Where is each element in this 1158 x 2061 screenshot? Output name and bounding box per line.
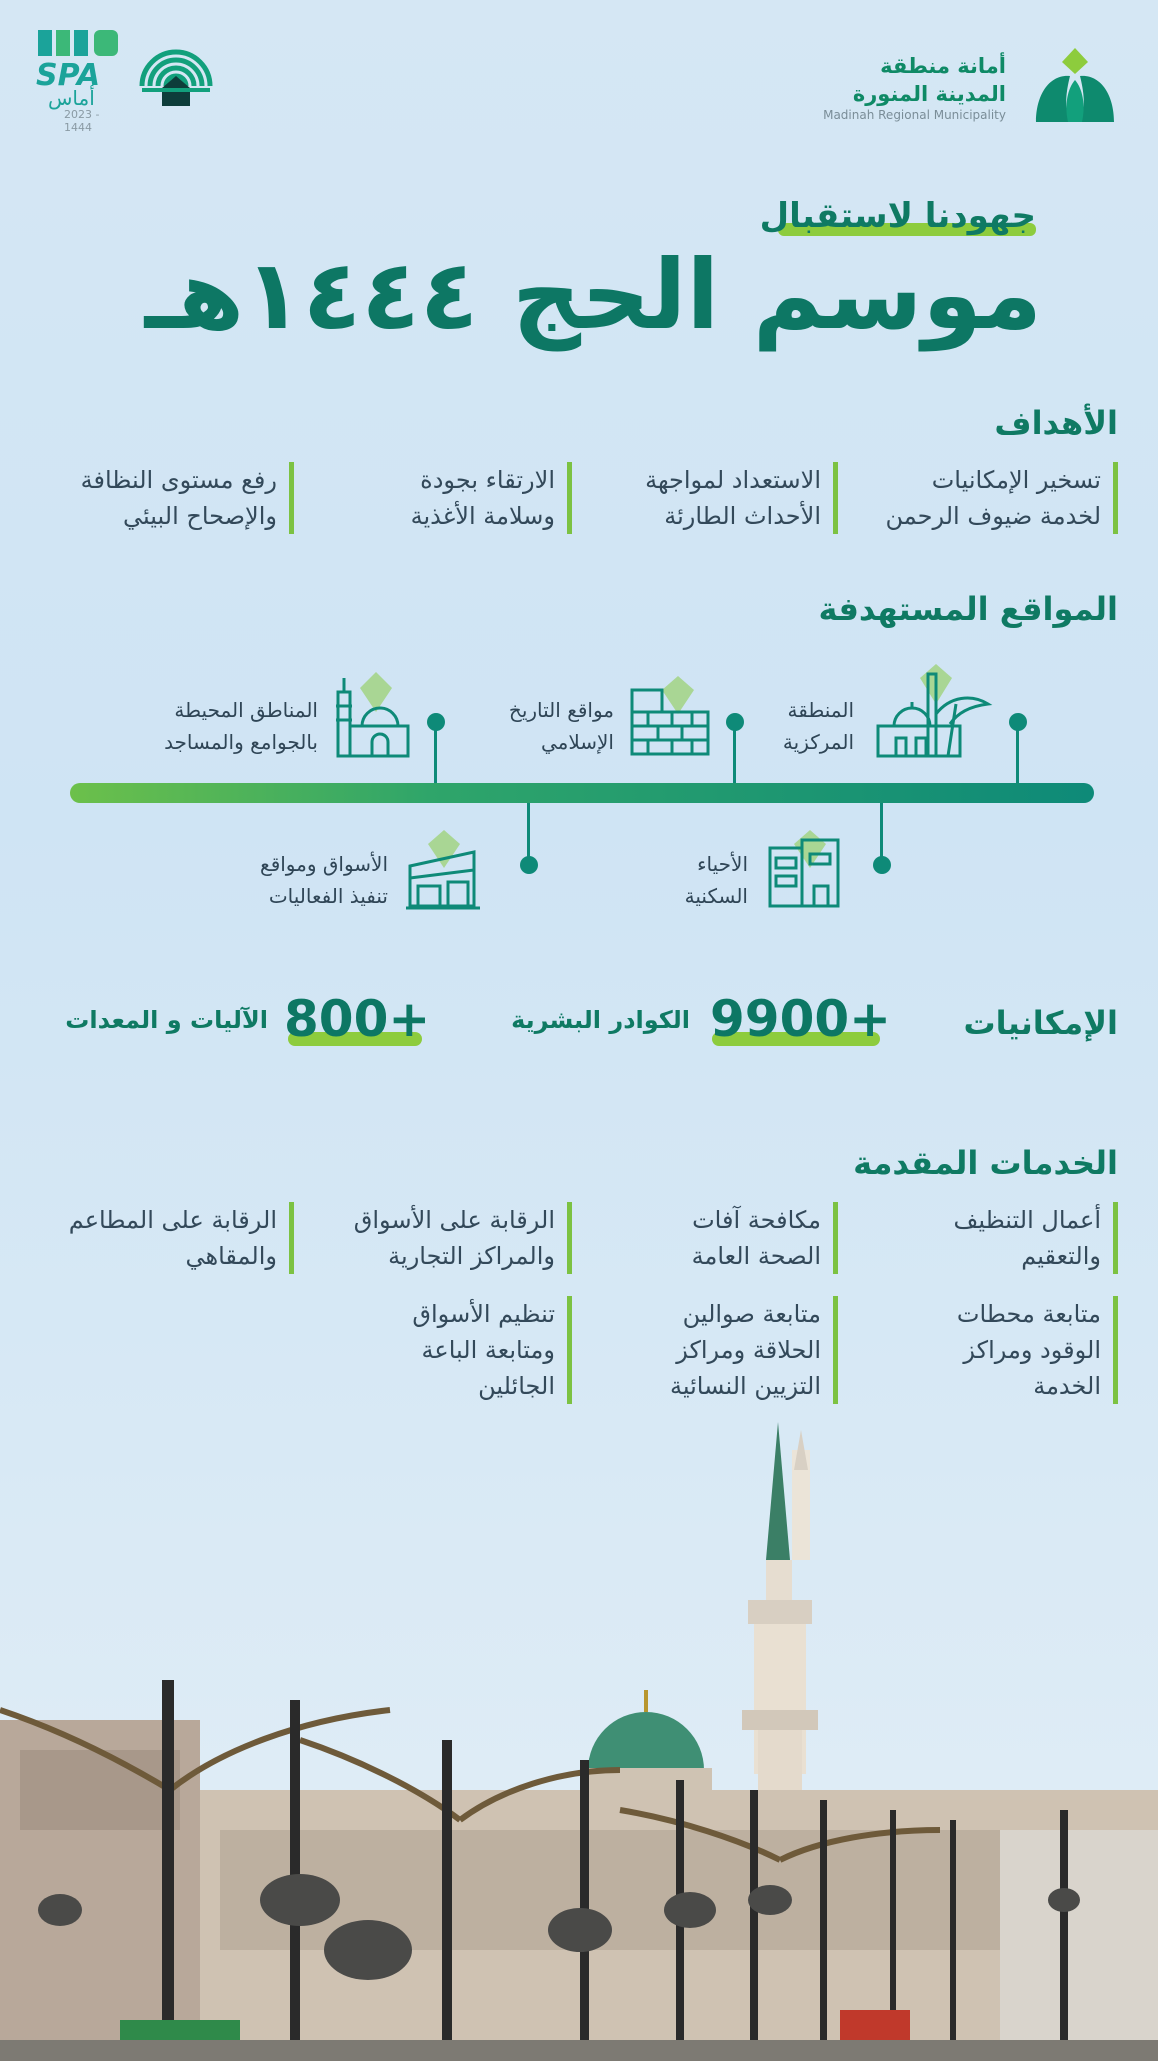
site-label-central: [783, 694, 854, 758]
municipality-name-line2: المدينة المنورة: [852, 82, 1006, 106]
service-item-line: تنظيم الأسواق: [412, 1300, 555, 1328]
service-item-line: الخدمة: [1033, 1372, 1101, 1400]
site-label-historical: [509, 694, 614, 758]
service-item-line: الوقود ومراكز: [963, 1336, 1101, 1364]
spa-logo: [34, 28, 124, 134]
site-label-markets: [260, 848, 388, 912]
service-item-line: الرقابة على الأسواق: [353, 1206, 555, 1234]
brick-wall-icon: [628, 676, 712, 762]
capabilities-title: الإمكانيات: [963, 1004, 1118, 1042]
mosque-icon: [872, 664, 994, 764]
municipality-logo: [1030, 44, 1120, 128]
service-item-line: والمراكز التجارية: [388, 1242, 555, 1270]
staff-label: الكوادر البشرية: [511, 1006, 690, 1034]
service-item-line: والتعقيم: [1021, 1242, 1101, 1270]
hajj-emblem: [136, 46, 216, 118]
goals-title: الأهداف: [994, 404, 1118, 442]
residential-building-icon: [764, 830, 844, 914]
timeline-stem: [1016, 722, 1019, 784]
title-kicker: جهودنا لاستقبال: [759, 196, 1036, 236]
kaaba-arcs-icon: [136, 46, 216, 118]
service-item-line: الرقابة على المطاعم: [68, 1206, 277, 1234]
service-item-line: ومتابعة الباعة: [421, 1336, 555, 1364]
equipment-label: الآليات و المعدات: [65, 1006, 268, 1034]
equipment-number: 800+: [284, 990, 431, 1048]
site-label-line2: بالجوامع والمساجد: [164, 730, 318, 754]
spa-logo-text: SPA: [36, 58, 101, 93]
municipality-name-line1: أمانة منطقة: [880, 54, 1006, 78]
service-item-line: الحلاقة ومراكز: [676, 1336, 821, 1364]
service-item: [69, 1202, 294, 1274]
goal-item-line1: تسخير الإمكانيات: [931, 466, 1101, 494]
goal-item-line1: الارتقاء بجودة: [420, 466, 555, 494]
service-item-line: مكافحة آفات: [692, 1206, 821, 1234]
site-label-line1: مواقع التاريخ: [508, 698, 614, 722]
service-item: [957, 1296, 1118, 1404]
spa-emblem-icon: [34, 28, 124, 62]
spa-logo-years: 2023 - 1444: [64, 108, 100, 134]
service-item: [670, 1296, 838, 1404]
timeline-stem: [880, 800, 883, 864]
service-item-line: متابعة صوالين: [682, 1300, 821, 1328]
municipality-name-en: Madinah Regional Municipality: [823, 108, 1006, 122]
mosque-plaza-photo: [0, 1410, 1158, 2061]
services-title: الخدمات المقدمة: [853, 1144, 1118, 1182]
service-item-line: التزيين النسائية: [669, 1372, 821, 1400]
site-label-surrounding: [164, 694, 318, 758]
site-label-line1: المنطقة: [787, 698, 854, 722]
site-label-line1: الأحياء: [697, 852, 748, 876]
service-item: [412, 1296, 572, 1404]
service-item: [354, 1202, 572, 1274]
timeline-dot: [873, 856, 891, 874]
site-label-line2: السكنية: [684, 884, 748, 908]
goal-item: [645, 462, 838, 534]
service-item-line: أعمال التنظيف: [953, 1206, 1101, 1234]
service-item: [954, 1202, 1118, 1274]
service-item: [692, 1202, 838, 1274]
goal-item-line1: رفع مستوى النظافة: [80, 466, 277, 494]
minaret-mosque-icon: [332, 672, 412, 764]
service-item-line: الصحة العامة: [691, 1242, 821, 1270]
timeline-stem: [434, 722, 437, 784]
goal-item-line2: الأحداث الطارئة: [664, 502, 821, 530]
site-label-line2: المركزية: [782, 730, 854, 754]
main-title: موسم الحج ١٤٤٤هـ: [144, 239, 1042, 351]
market-building-icon: [404, 830, 484, 914]
service-item-line: متابعة محطات: [956, 1300, 1101, 1328]
goal-item: [81, 462, 294, 534]
palm-leaf-logo-icon: [1030, 44, 1120, 128]
timeline-dot: [520, 856, 538, 874]
site-label-line2: تنفيذ الفعاليات: [268, 884, 388, 908]
site-label-residential: [685, 848, 748, 912]
goal-item-line1: الاستعداد لمواجهة: [645, 466, 821, 494]
service-item-line: والمقاهي: [185, 1242, 277, 1270]
timeline-stem: [733, 722, 736, 784]
staff-number: 9900+: [710, 990, 892, 1048]
service-item-line: الجائلين: [478, 1372, 555, 1400]
goal-item-line2: وسلامة الأغذية: [410, 502, 555, 530]
goal-item: [411, 462, 572, 534]
goal-item: [886, 462, 1118, 534]
sites-title: المواقع المستهدفة: [818, 590, 1118, 628]
goal-item-line2: والإصحاح البيئي: [123, 502, 277, 530]
site-label-line1: الأسواق ومواقع: [260, 852, 388, 876]
timeline-bar: [70, 783, 1094, 803]
site-label-line2: الإسلامي: [540, 730, 614, 754]
timeline-stem: [527, 800, 530, 864]
municipality-name: [800, 52, 1006, 122]
spa-logo-ar: أماس: [48, 86, 95, 110]
site-label-line1: المناطق المحيطة: [174, 698, 318, 722]
green-dome: [580, 1690, 712, 1790]
goal-item-line2: لخدمة ضيوف الرحمن: [885, 502, 1101, 530]
